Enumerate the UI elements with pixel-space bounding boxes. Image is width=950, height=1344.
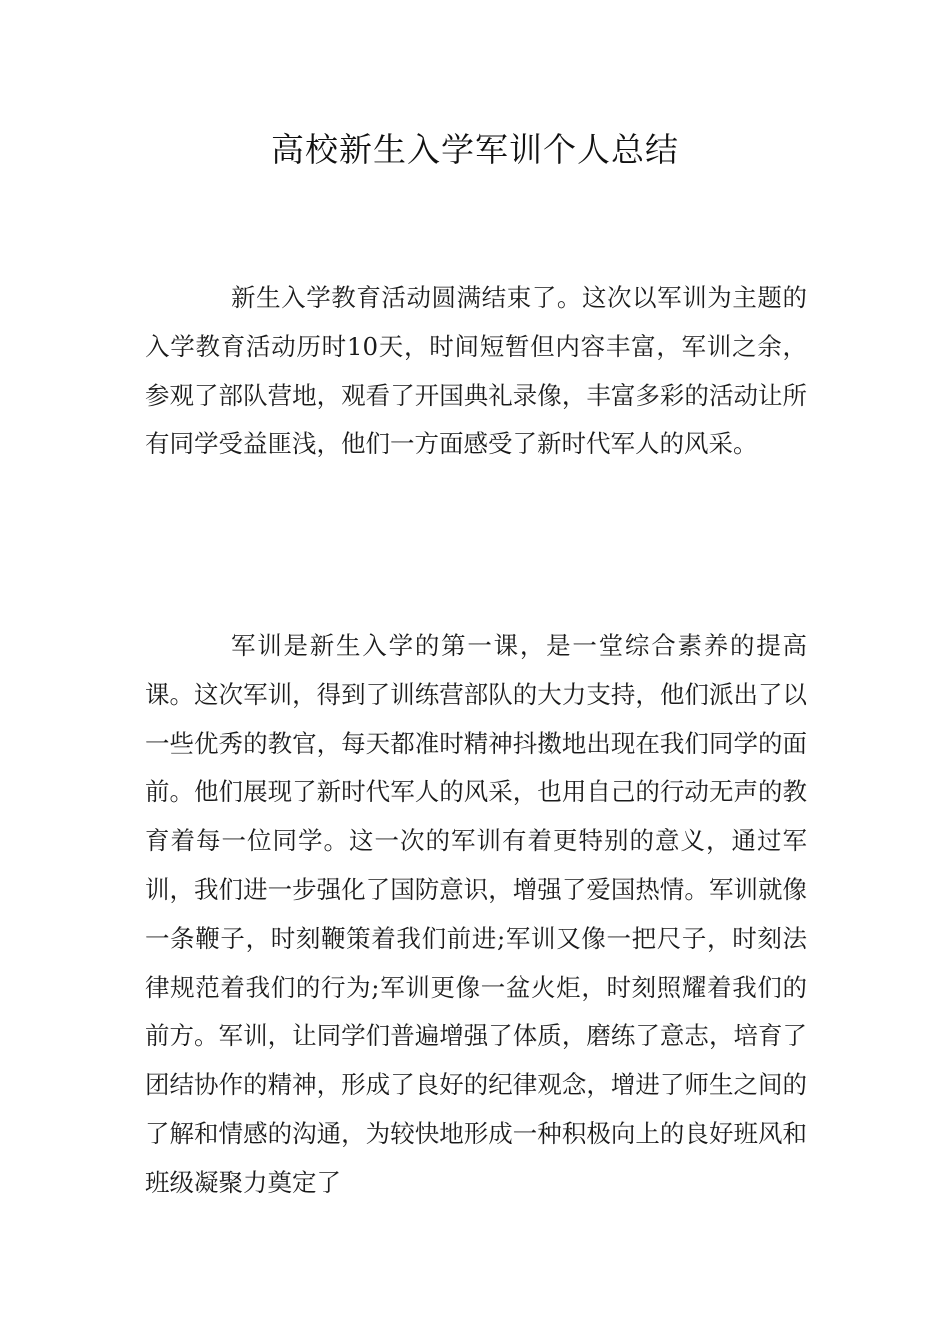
document-title: 高校新生入学军训个人总结 xyxy=(271,130,679,169)
paragraph-orientation-summary: 新生入学教育活动圆满结束了。这次以军训为主题的入学教育活动历时10天，时间短暂但内容丰富，军训之余，参观了部队营地，观看了开国典礼录像，丰富多彩的活动让所有同学受益匪浅，他们一方面感受了新时代军人的风采。 xyxy=(145,283,807,459)
paragraph-military-training: 军训是新生入学的第一课，是一堂综合素养的提高课。这次军训，得到了训练营部队的大力支持，他们派出了以一些优秀的教官，每天都准时精神抖擞地出现在我们同学的面前。他们展现了新时代军人的风采，也用自己的行动无声的教育着每一位同学。这一次的军训有着更特别的意义，通过军训，我们进一步强化了国防意识，增强了爱国热情。军训就像一条鞭子，时刻鞭策着我们前进;军训又像一把尺子，时刻法律规范着我们的行为;军训更像一盆火炬，时刻照耀着我们的前方。军训，让同学们普遍增强了体质，磨练了意志，培育了团结协作的精神，形成了良好的纪律观念，增进了师生之间的了解和情感的沟通，为较快地形成一种积极向上的良好班风和班级凝聚力奠定了 xyxy=(145,631,807,1197)
